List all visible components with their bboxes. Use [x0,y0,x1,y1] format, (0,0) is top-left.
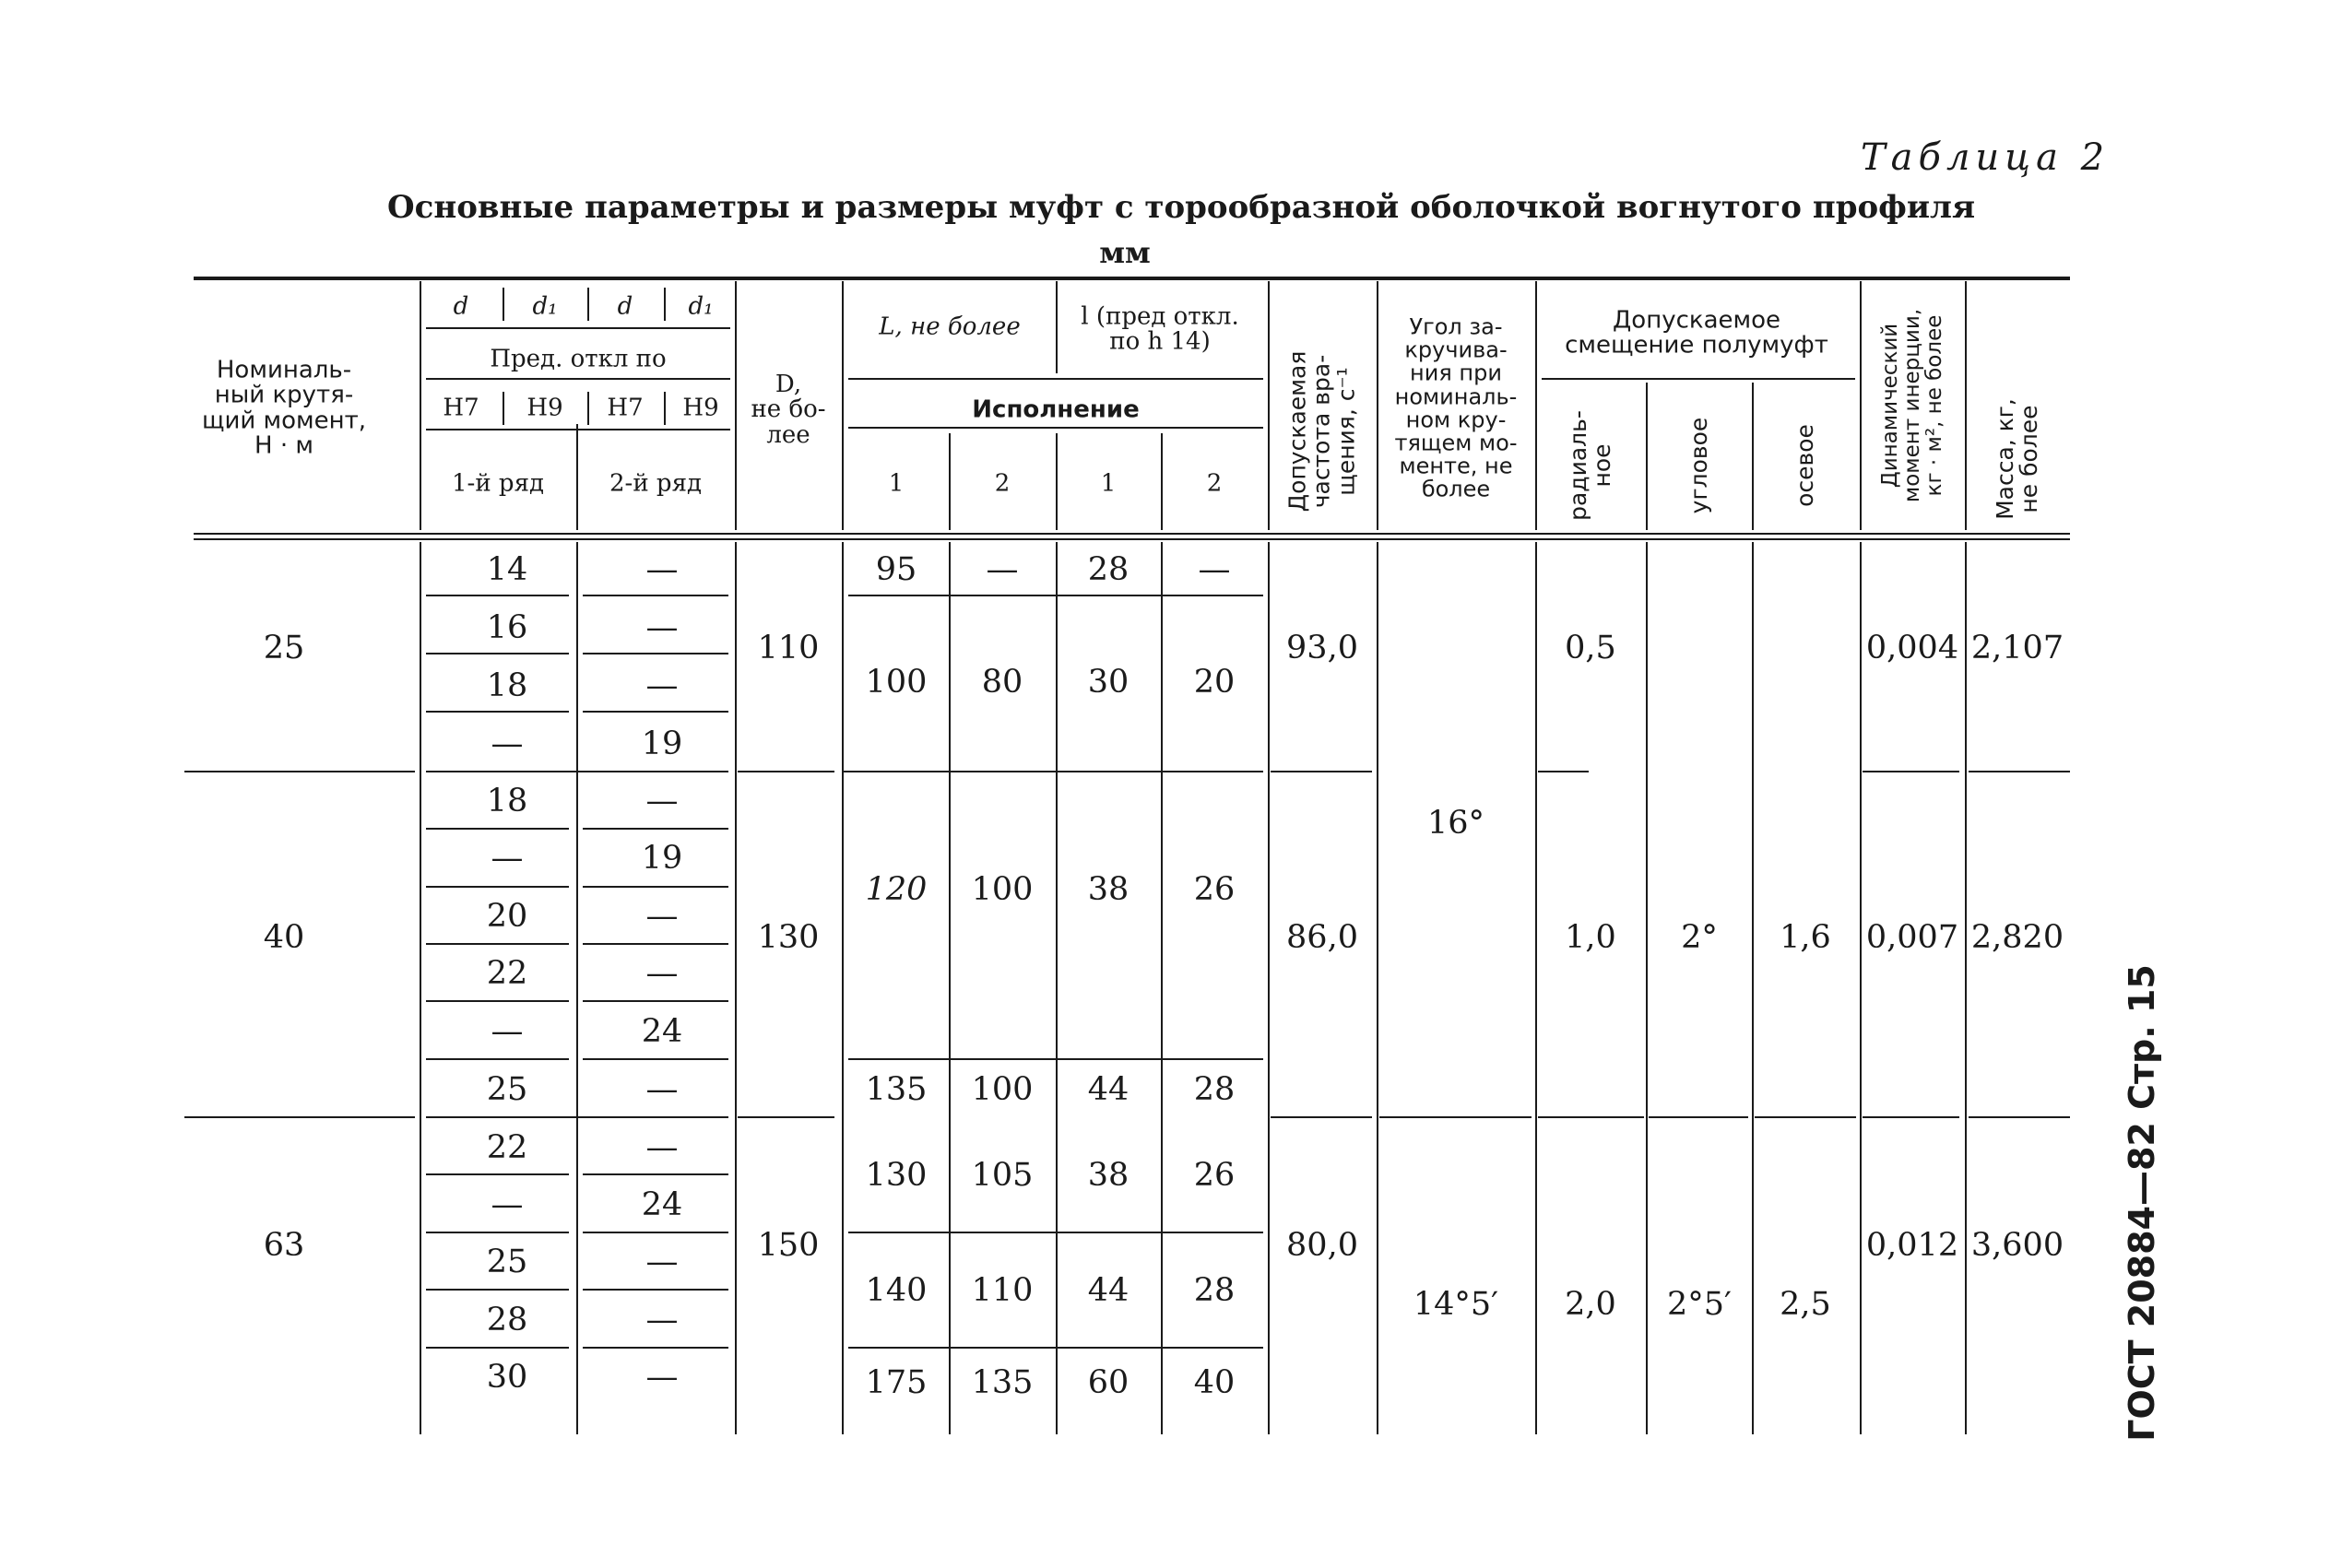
header-l: l (пред откл. по h 14) [1081,302,1239,356]
d-row-4-b: 19 [641,725,683,762]
table-title: Основные параметры и размеры муфт с торообразной оболочкой вогнутого профиля [387,189,1976,226]
d-row-2-b: — [645,609,679,646]
d-row-11-a: 22 [486,1129,528,1166]
d-row-10-b: — [645,1071,679,1108]
header-ispolnenie: Исполнение [972,395,1140,424]
header-d1-1: d₁ [532,292,558,321]
header-L: L, не более [879,312,1021,341]
radial-3: 2,0 [1565,1286,1616,1323]
d-row-7-b: — [645,898,679,935]
d-row-7-a: 20 [486,898,528,935]
L-row-1-c2: — [986,551,1019,588]
L-row-3-c4: 26 [1193,871,1236,908]
header-angular: угловое [1685,417,1712,514]
header-freq: Допускаемая частота вра- щения, с⁻¹ [1283,350,1360,513]
d-row-15-b: — [645,1359,679,1396]
angular-2: 2°5′ [1667,1286,1732,1323]
angle-16: 16° [1426,805,1485,842]
d-row-1-a: 14 [486,551,528,588]
header-pred-otkl: Пред. откл по [490,345,667,373]
L-row-4-c4: 28 [1193,1071,1236,1108]
mass-2: 2,820 [1970,919,2064,956]
L-row-2-c1: 100 [865,664,928,701]
d-row-4-a: — [491,725,524,762]
d-row-6-b: 19 [641,840,683,877]
header-h9-1: Н9 [526,394,563,422]
D-150: 150 [757,1227,820,1264]
header-d-2: d [617,292,633,321]
inertia-3: 0,012 [1865,1227,1959,1264]
L-row-5-c2: 105 [971,1157,1034,1194]
d-row-6-a: — [491,840,524,877]
d-row-3-b: — [645,667,679,704]
d-row-2-a: 16 [486,609,528,646]
L-row-6-c2: 110 [971,1272,1034,1309]
L-row-5-c4: 26 [1193,1157,1236,1194]
header-isp-3: 1 [1100,469,1117,498]
d-row-5-a: 18 [486,783,528,819]
header-h9-2: Н9 [682,394,719,422]
L-row-6-c1: 140 [865,1272,928,1309]
L-row-1-c4: — [1198,551,1231,588]
D-110: 110 [757,630,820,666]
d-row-13-b: — [645,1244,679,1280]
d-row-9-b: 24 [641,1013,683,1050]
header-isp-2: 2 [994,469,1011,498]
L-row-3-c2: 100 [971,871,1034,908]
header-row2: 2-й ряд [609,469,702,498]
d-row-1-b: — [645,551,679,588]
header-offset: Допускаемое смещение полумуфт [1565,306,1828,360]
L-row-7-c2: 135 [971,1364,1034,1401]
d-row-3-a: 18 [486,667,528,704]
inertia-2: 0,007 [1865,919,1959,956]
torque-63: 63 [263,1227,305,1264]
axial-2: 2,5 [1780,1286,1831,1323]
radial-2: 1,0 [1565,919,1616,956]
freq-2: 86,0 [1286,919,1358,956]
L-row-6-c4: 28 [1193,1272,1236,1309]
L-row-7-c1: 175 [865,1364,928,1401]
d-row-11-b: — [645,1129,679,1166]
d-row-8-a: 22 [486,955,528,992]
L-row-1-c3: 28 [1087,551,1130,588]
header-d1-2: d₁ [688,292,714,321]
L-row-4-c2: 100 [971,1071,1034,1108]
L-row-1-c1: 95 [875,551,917,588]
D-130: 130 [757,919,820,956]
header-d-1: d [453,292,469,321]
mass-1: 2,107 [1970,630,2064,666]
header-D: D, не бо- лее [751,371,826,449]
d-row-12-b: 24 [641,1186,683,1223]
header-isp-4: 2 [1206,469,1223,498]
freq-3: 80,0 [1286,1227,1358,1264]
L-row-5-c1: 130 [865,1157,928,1194]
d-row-8-b: — [645,955,679,992]
freq-1: 93,0 [1286,630,1358,666]
header-radial: радиаль- ное [1564,410,1615,521]
d-row-14-a: 28 [486,1302,528,1338]
header-angle: Угол за- кручива- ния при номиналь- ном кру- тящем мо- менте, не более [1394,313,1518,502]
torque-40: 40 [263,919,305,956]
axial-1: 1,6 [1780,919,1831,956]
L-row-2-c4: 20 [1193,664,1236,701]
d-row-14-b: — [645,1302,679,1338]
angle-14-5: 14°5′ [1413,1286,1499,1323]
d-row-9-a: — [491,1013,524,1050]
L-row-2-c2: 80 [981,664,1023,701]
L-row-4-c1: 135 [865,1071,928,1108]
angular-1: 2° [1681,919,1718,956]
L-row-4-c3: 44 [1087,1071,1130,1108]
L-row-3-c3: 38 [1087,871,1130,908]
torque-25: 25 [263,630,305,666]
radial-1: 0,5 [1565,630,1616,666]
header-axial: осевое [1791,424,1818,507]
L-row-2-c3: 30 [1087,664,1130,701]
L-row-6-c3: 44 [1087,1272,1130,1309]
L-row-3-c1: 120 [865,871,928,908]
header-mass: Масса, кг, не более [1991,398,2042,520]
header-h7-1: Н7 [443,394,479,422]
d-row-13-a: 25 [486,1244,528,1280]
header-torque: Номиналь- ный крутя- щий момент, Н · м [201,356,367,460]
inertia-1: 0,004 [1865,630,1959,666]
units-label: мм [1099,235,1151,270]
header-inertia: Динамический момент инерции, кг · м², не более [1877,308,1947,503]
table-label: Таблица 2 [1861,136,2111,179]
side-label: ГОСТ 20884—82 Стр. 15 [2122,964,2163,1442]
d-row-12-a: — [491,1186,524,1223]
header-isp-1: 1 [888,469,905,498]
d-row-10-a: 25 [486,1071,528,1108]
L-row-7-c3: 60 [1087,1364,1130,1401]
mass-3: 3,600 [1970,1227,2064,1264]
d-row-5-b: — [645,783,679,819]
L-row-5-c3: 38 [1087,1157,1130,1194]
header-h7-2: Н7 [607,394,644,422]
header-row1: 1-й ряд [452,469,544,498]
L-row-7-c4: 40 [1193,1364,1236,1401]
d-row-15-a: 30 [486,1359,528,1396]
